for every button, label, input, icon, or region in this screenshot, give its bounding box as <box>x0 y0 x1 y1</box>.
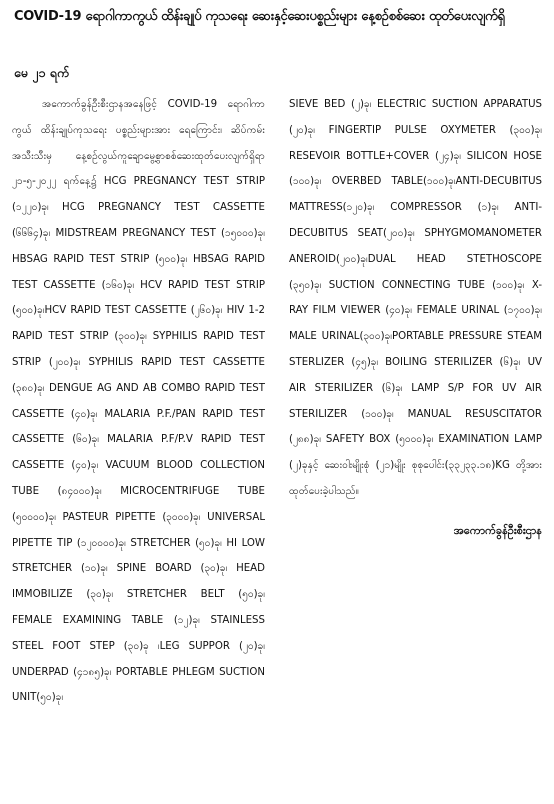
article-columns <box>12 92 542 711</box>
article-body-left: အကောက်ခွန်ဦးစီးဌာနအနေဖြင့် COVID-19 ရောဂါကာကွယ် ထိန်းချုပ်ကုသရေး ပစ္စည်းများအား ရေကြောင်း၊ ဆိပ်ကမ်းအသီးသီးမှ နေ့စဉ်လွယ်ကူချောမွေ့စွာစစ်ဆေးထုတ်ပေးလျက်ရှိရာ ၂၁-၅-၂၀၂၂ ရက်နေ့၌ HCG PREGNANCY TEST STRIP (၁၂၂၀)ခု၊ HCG PREGNANCY TEST CASSETTE (၆၆၆၄)ခု၊ MIDSTREAM PREGNANCY TEST (၁၅၀၀၀)ခု၊ HBSAG RAPID TEST STRIP (၅၀၀)ခု၊ HBSAG RAPID TEST CASSETTE (၁၆၀)ခု၊ HCV RAPID TEST STRIP (၅၀၀)ခု၊HCV RAPID TEST CASSETTE (၂၆၀)ခု၊ HIV 1-2 RAPID TEST STRIP (၃၀၀)ခု၊ SYPHILIS RAPID TEST STRIP (၂၀၀)ခု၊ SYPHILIS RAPID TEST CASSETTE (၃၈၀)ခု၊ DENGUE AG AND AB COMBO RAPID TEST CASSETTE (၄၀)ခု၊ MALARIA P.F./PAN RAPID TEST CASSETTE (၆၀)ခု၊ MALARIA P.F/P.V RAPID TEST CASSETTE (၄၀)ခု၊ VACUUM BLOOD COLLECTION TUBE (၈၄၀၀၀)ခု၊ MICROCENTRIFUGE TUBE (၅၀၀၀၀)ခု၊ PASTEUR PIPETTE (၃၀၀၀)ခု၊ UNIVERSAL PIPETTE TIP (၁၂၀၀၀၀)ခု၊ STRETCHER (၅၀)ခု၊ HI LOW STRETCHER (၁၀)ခု၊ SPINE BOARD (၃၀)ခု၊ HEAD IMMOBILIZE (၃၀)ခု၊ STRETCHER BELT (၅၀)ခု၊ FEMALE EXAMINING TABLE (၁၂)ခု၊ STAINLESS STEEL FOOT STEP (၃၀)ခု ၊LEG SUPPOR (၂၀)ခု၊ UNDERPAD (၄၁၈၅)ခု၊ PORTABLE PHLEGM SUCTION UNIT(၅၀)ခု၊ <box>12 99 265 704</box>
article-body-right: SIEVE BED (၂)ခု၊ ELECTRIC SUCTION APPARATUS (၂၀)ခု၊ FINGERTIP PULSE OXYMETER (၃၀၀)ခု၊ RESEVOIR BOTTLE+COVER (၂၄)ခု၊ SILICON HOSE (၁၀၀)ခု၊ OVERBED TABLE(၁၀၀)ခု၊ANTI-DECUBITUS MATTRESS(၁၂၀)ခု၊ COMPRESSOR (၁)ခု၊ ANTI-DECUBITUS SEAT(၂၀၀)ခု၊ SPHYGMOMANOMETER ANEROID(၂၀၀)ခု၊DUAL HEAD STETHOSCOPE (၃၅၀)ခု၊ SUCTION CONNECTING TUBE (၁၀၀)ခု၊ X-RAY FILM VIEWER (၄၀)ခု၊ FEMALE URINAL (၁၇၀၀)ခု၊ MALE URINAL(၃၀၀)ခု၊PORTABLE PRESSURE STEAM STERLIZER (၄၅)ခု၊ BOILING STERILIZER (၆)ခု၊ UV AIR STERILIZER (၆)ခု၊ LAMP S/P FOR UV AIR STERILIZER (၁၀၀)ခု၊ MANUAL RESUSCITATOR (၂၈၈)ခု၊ SAFETY BOX (၅၀၀၀)ခု၊ EXAMINATION LAMP (၂)ခုနှင့် ဆေးဝါးမျိုးစုံ (၂၁)မျိုး စုစုပေါင်း(၃၃၂၃၃.၁၈)KG တို့အား ထုတ်ပေးခဲ့ပါသည်။ <box>289 99 542 497</box>
article-dateline: မေ ၂၁ ရက် <box>14 65 70 80</box>
article-column-right <box>289 92 542 711</box>
article-headline: COVID-19 ရောဂါကာကွယ် ထိန်းချုပ် ကုသရေး ဆေးနှင့်ဆေးပစ္စည်းများ နေ့စဉ်စစ်ဆေး ထုတ်ပေးလျက်ရှိ <box>14 9 505 24</box>
article-column-left <box>12 92 265 711</box>
article-signature: အကောက်ခွန်ဦးစီးဌာန <box>453 523 542 537</box>
